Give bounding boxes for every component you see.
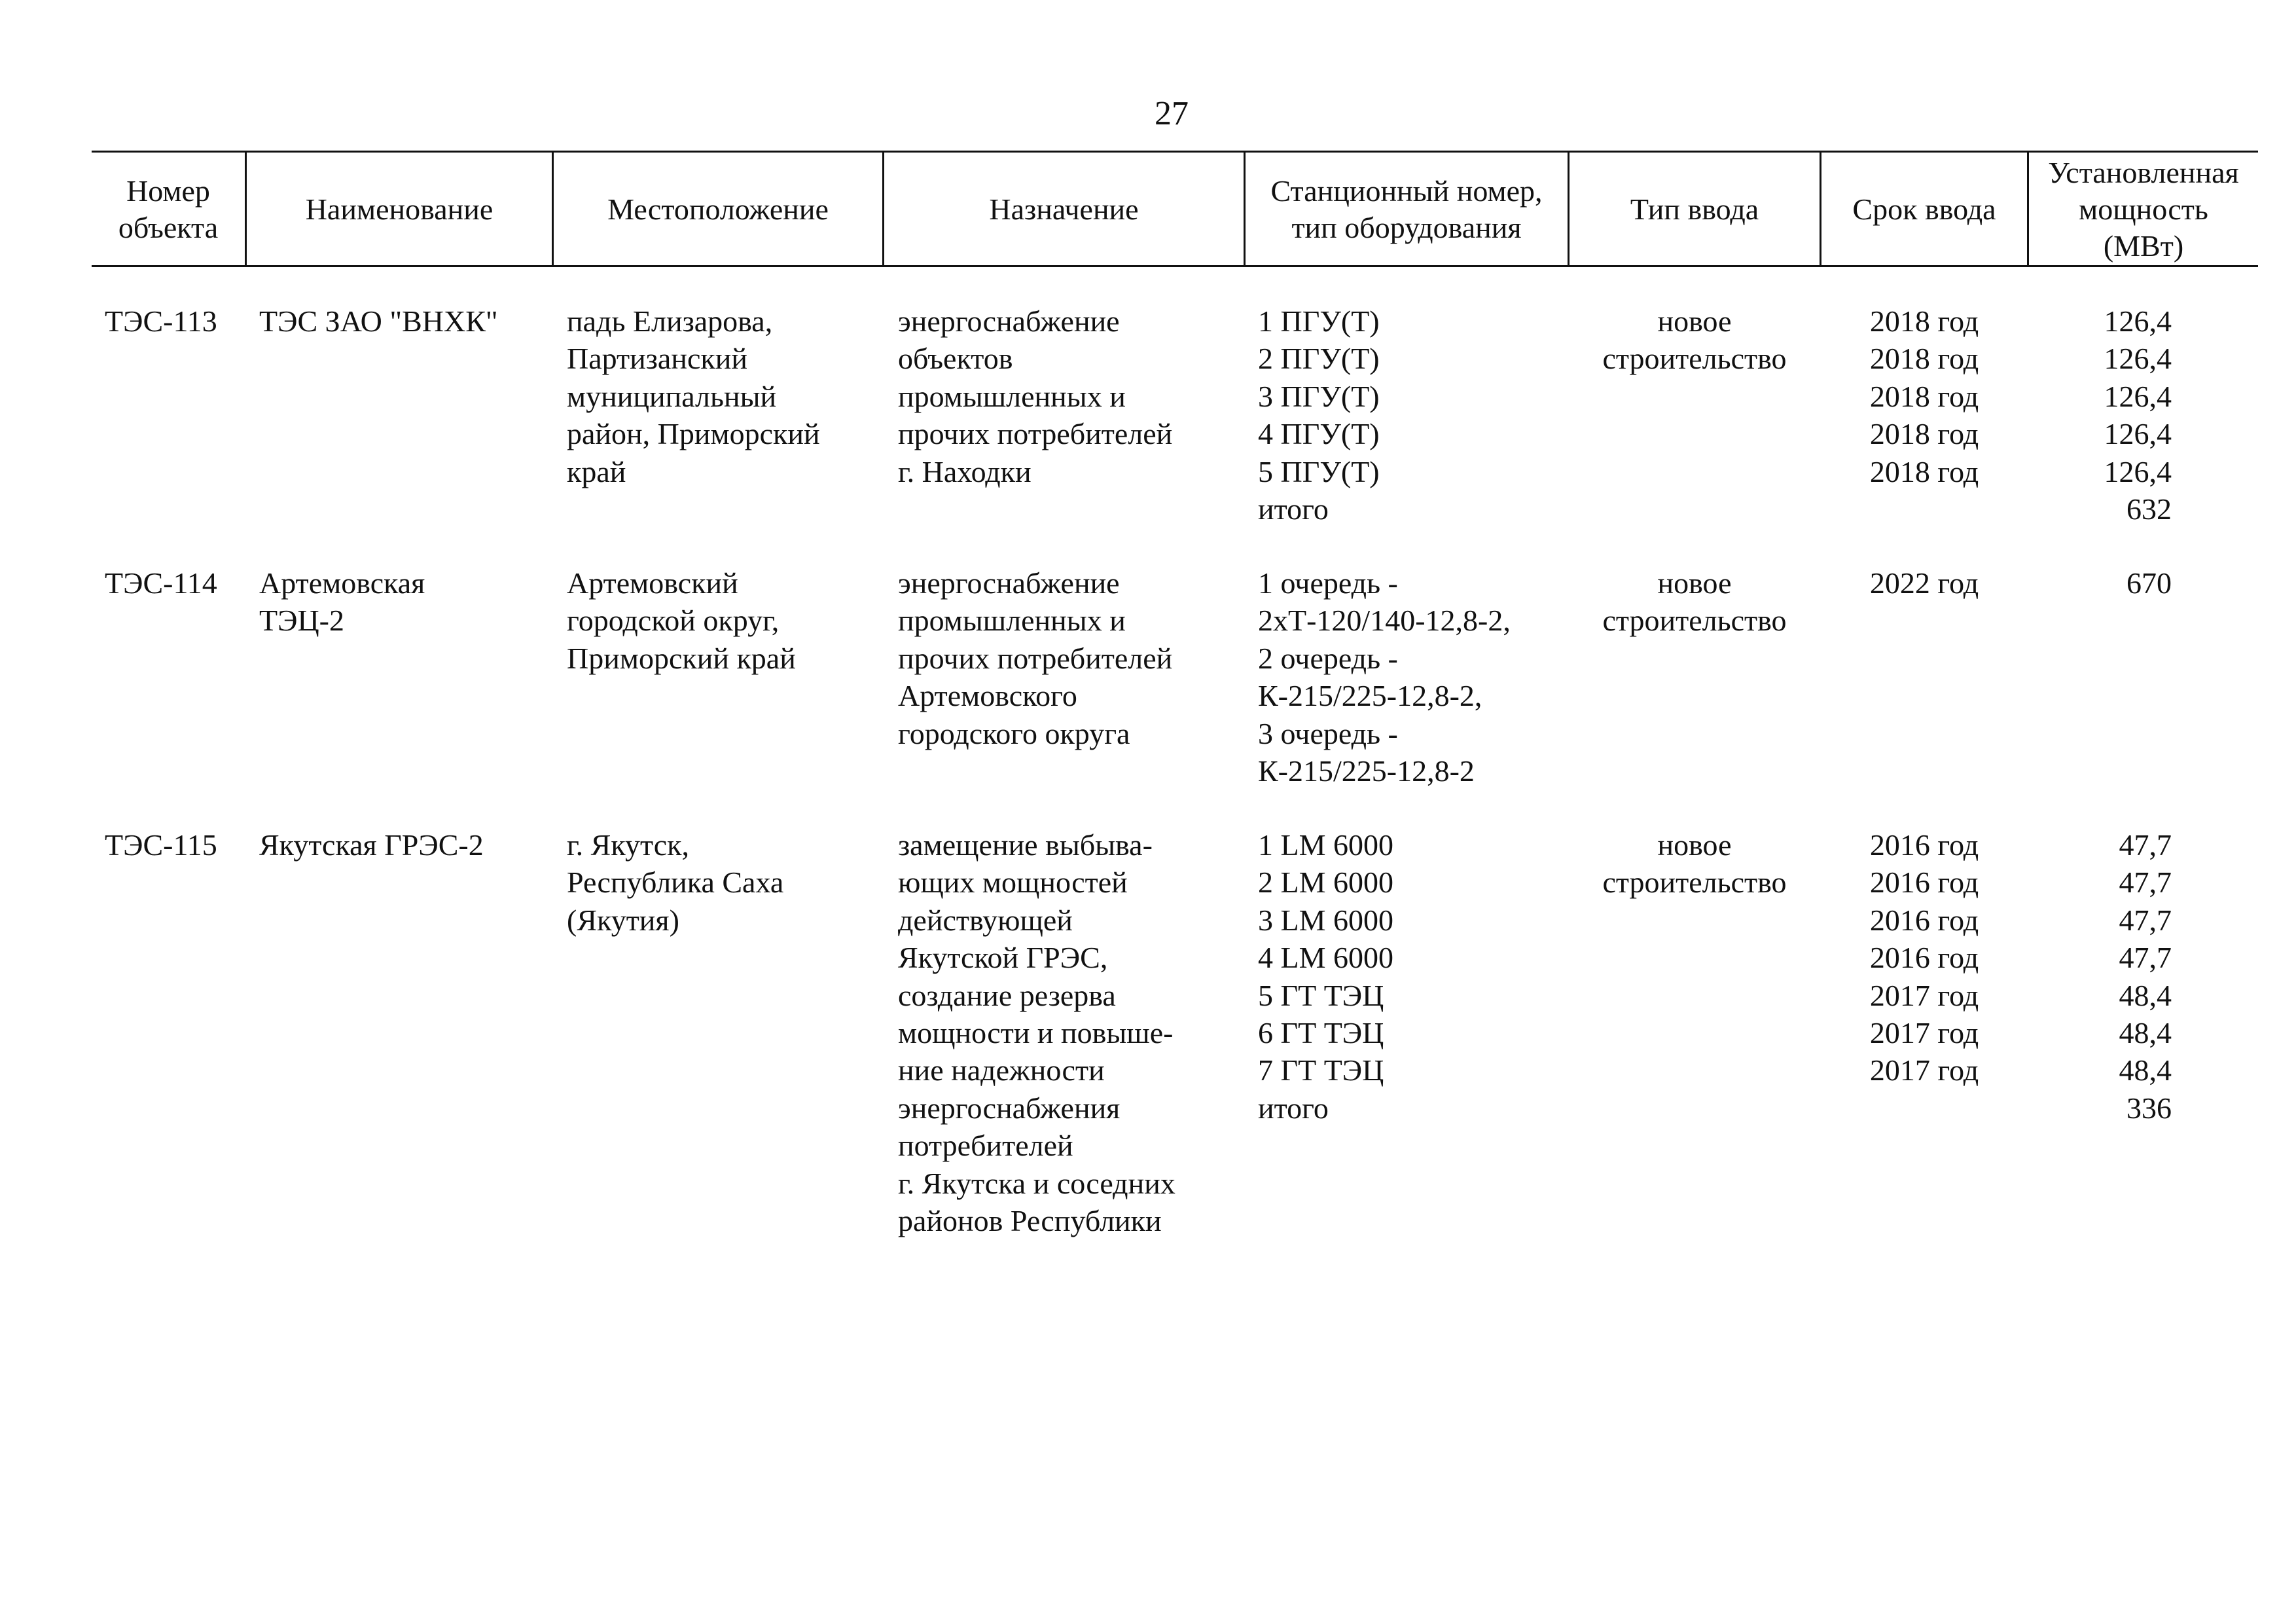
cell-line: край bbox=[567, 454, 626, 488]
cell-line: 2016 год bbox=[1869, 903, 1979, 937]
cell-line: энергоснабжение bbox=[898, 566, 1120, 600]
cell-line: районов Республики bbox=[898, 1204, 1162, 1238]
cell-line: Артемовская bbox=[259, 566, 425, 600]
cell-line: район, Приморский bbox=[567, 417, 820, 451]
cell-line: 2017 год bbox=[1869, 1016, 1979, 1050]
cell-term bbox=[1821, 302, 2027, 490]
cell-line: 632 bbox=[2126, 492, 2172, 526]
header-name bbox=[247, 152, 552, 266]
cell-line: 1 LM 6000 bbox=[1258, 828, 1393, 862]
cell-line: г. Находки bbox=[898, 454, 1031, 488]
cell-input-type bbox=[1570, 302, 1820, 378]
cell-line: 6 ГТ ТЭЦ bbox=[1258, 1016, 1384, 1050]
cell-line: 670 bbox=[2126, 566, 2172, 600]
cell-line: ющих мощностей bbox=[898, 866, 1128, 900]
cell-line: 48,4 bbox=[2119, 978, 2172, 1012]
cell-line: К-215/225-12,8-2 bbox=[1258, 754, 1475, 788]
header-line: Назначение bbox=[989, 192, 1139, 226]
cell-line: мощности и повыше- bbox=[898, 1016, 1174, 1050]
cell-line: 2016 год bbox=[1869, 866, 1979, 900]
cell-line: 2018 год bbox=[1869, 417, 1979, 451]
cell-name bbox=[259, 826, 484, 864]
cell-name bbox=[259, 564, 425, 640]
cell-equipment bbox=[1258, 302, 1380, 528]
cell-line: строительство bbox=[1602, 866, 1787, 900]
cell-line: 47,7 bbox=[2119, 828, 2172, 862]
cell-purpose bbox=[898, 564, 1172, 752]
cell-line: муниципальный bbox=[567, 379, 777, 413]
cell-location bbox=[567, 564, 796, 677]
cell-line: объектов bbox=[898, 342, 1013, 376]
cell-line: 2017 год bbox=[1869, 978, 1979, 1012]
header-line: Местоположение bbox=[607, 192, 829, 226]
cell-line: Приморский край bbox=[567, 641, 796, 675]
header-line: мощность bbox=[2079, 192, 2208, 226]
cell-line: 2 ПГУ(Т) bbox=[1258, 342, 1380, 376]
cell-line: итого bbox=[1258, 1091, 1329, 1125]
cell-line: 126,4 bbox=[2104, 304, 2172, 338]
header-equipment bbox=[1246, 152, 1568, 266]
cell-line: Якутской ГРЭС, bbox=[898, 941, 1108, 975]
cell-line: 47,7 bbox=[2119, 866, 2172, 900]
cell-line: строительство bbox=[1602, 342, 1787, 376]
cell-location bbox=[567, 302, 820, 490]
cell-line: ТЭС-115 bbox=[105, 828, 217, 862]
cell-line: 5 ГТ ТЭЦ bbox=[1258, 978, 1384, 1012]
cell-line: Якутская ГРЭС-2 bbox=[259, 828, 484, 862]
cell-equipment bbox=[1258, 826, 1393, 1127]
cell-line: городской округ, bbox=[567, 604, 780, 638]
cell-line: промышленных и bbox=[898, 379, 1126, 413]
header-line: Установленная bbox=[2048, 155, 2239, 189]
cell-line: промышленных и bbox=[898, 604, 1126, 638]
cell-line: новое bbox=[1657, 566, 1732, 600]
header-input-type bbox=[1570, 152, 1820, 266]
cell-line: 4 LM 6000 bbox=[1258, 941, 1393, 975]
cell-line: 47,7 bbox=[2119, 903, 2172, 937]
cell-line: 2016 год bbox=[1869, 828, 1979, 862]
cell-line: новое bbox=[1657, 304, 1732, 338]
cell-object-number bbox=[105, 564, 217, 602]
cell-line: 48,4 bbox=[2119, 1053, 2172, 1087]
cell-line: энергоснабжение bbox=[898, 304, 1120, 338]
cell-line: 2 очередь - bbox=[1258, 641, 1398, 675]
cell-line: Республика Саха bbox=[567, 866, 784, 900]
cell-line: 126,4 bbox=[2104, 379, 2172, 413]
cell-line: создание резерва bbox=[898, 978, 1116, 1012]
cell-line: 1 ПГУ(Т) bbox=[1258, 304, 1380, 338]
cell-input-type bbox=[1570, 826, 1820, 902]
cell-line: ние надежности bbox=[898, 1053, 1105, 1087]
header-object-number bbox=[92, 152, 245, 266]
cell-line: действующей bbox=[898, 903, 1073, 937]
cell-object-number bbox=[105, 826, 217, 864]
cell-line: 126,4 bbox=[2104, 454, 2172, 488]
cell-capacity bbox=[2029, 302, 2172, 528]
cell-line: 2016 год bbox=[1869, 941, 1979, 975]
cell-line: 2018 год bbox=[1869, 304, 1979, 338]
header-capacity bbox=[2029, 152, 2258, 266]
cell-line: 3 очередь - bbox=[1258, 716, 1398, 750]
cell-line: К-215/225-12,8-2, bbox=[1258, 679, 1482, 713]
cell-line: 2018 год bbox=[1869, 342, 1979, 376]
cell-name bbox=[259, 302, 498, 340]
cell-line: 2018 год bbox=[1869, 454, 1979, 488]
cell-line: 4 ПГУ(Т) bbox=[1258, 417, 1380, 451]
cell-line: 3 LM 6000 bbox=[1258, 903, 1393, 937]
cell-term bbox=[1821, 826, 2027, 1089]
cell-capacity bbox=[2029, 564, 2172, 602]
cell-line: 3 ПГУ(Т) bbox=[1258, 379, 1380, 413]
header-line: Наименование bbox=[305, 192, 493, 226]
cell-line: прочих потребителей bbox=[898, 417, 1173, 451]
cell-line: ТЭЦ-2 bbox=[259, 604, 345, 638]
header-term bbox=[1821, 152, 2027, 266]
cell-term bbox=[1821, 564, 2027, 602]
cell-equipment bbox=[1258, 564, 1511, 790]
cell-line: городского округа bbox=[898, 716, 1130, 750]
cell-line: ТЭС-113 bbox=[105, 304, 217, 338]
cell-capacity bbox=[2029, 826, 2172, 1127]
cell-line: ТЭС-114 bbox=[105, 566, 217, 600]
cell-line: 126,4 bbox=[2104, 342, 2172, 376]
cell-line: 1 очередь - bbox=[1258, 566, 1398, 600]
header-purpose bbox=[884, 152, 1244, 266]
cell-line: 2017 год bbox=[1869, 1053, 1979, 1087]
header-location bbox=[554, 152, 882, 266]
header-line: тип оборудования bbox=[1291, 210, 1522, 244]
cell-input-type bbox=[1570, 564, 1820, 640]
header-line: (МВт) bbox=[2103, 228, 2184, 263]
cell-line: строительство bbox=[1602, 604, 1787, 638]
cell-line: 48,4 bbox=[2119, 1016, 2172, 1050]
cell-line: Артемовского bbox=[898, 679, 1077, 713]
cell-line: новое bbox=[1657, 828, 1732, 862]
cell-line: 2022 год bbox=[1869, 566, 1979, 600]
cell-purpose bbox=[898, 826, 1175, 1239]
cell-object-number bbox=[105, 302, 217, 340]
cell-line: замещение выбыва- bbox=[898, 828, 1153, 862]
cell-line: 336 bbox=[2126, 1091, 2172, 1125]
cell-line: (Якутия) bbox=[567, 903, 679, 937]
header-line: Срок ввода bbox=[1852, 192, 1996, 226]
header-line: Тип ввода bbox=[1630, 192, 1759, 226]
cell-line: 126,4 bbox=[2104, 417, 2172, 451]
cell-line: Артемовский bbox=[567, 566, 738, 600]
cell-line: 2хТ-120/140-12,8-2, bbox=[1258, 604, 1511, 638]
header-line: объекта bbox=[118, 210, 219, 244]
cell-purpose bbox=[898, 302, 1172, 490]
header-line: Станционный номер, bbox=[1270, 173, 1543, 208]
cell-line: Партизанский bbox=[567, 342, 747, 376]
page-number: 27 bbox=[1155, 95, 1189, 132]
cell-line: 7 ГТ ТЭЦ bbox=[1258, 1053, 1384, 1087]
cell-line: ТЭС ЗАО "ВНХК" bbox=[259, 304, 498, 338]
cell-line: 47,7 bbox=[2119, 941, 2172, 975]
cell-line: прочих потребителей bbox=[898, 641, 1173, 675]
cell-line: потребителей bbox=[898, 1129, 1073, 1163]
cell-line: 2018 год bbox=[1869, 379, 1979, 413]
cell-line: г. Якутск, bbox=[567, 828, 689, 862]
header-line: Номер bbox=[126, 173, 210, 208]
cell-line: итого bbox=[1258, 492, 1329, 526]
cell-line: падь Елизарова, bbox=[567, 304, 773, 338]
cell-line: энергоснабжения bbox=[898, 1091, 1121, 1125]
cell-line: г. Якутска и соседних bbox=[898, 1166, 1175, 1200]
cell-line: 2 LM 6000 bbox=[1258, 866, 1393, 900]
cell-line: 5 ПГУ(Т) bbox=[1258, 454, 1380, 488]
cell-location bbox=[567, 826, 783, 939]
